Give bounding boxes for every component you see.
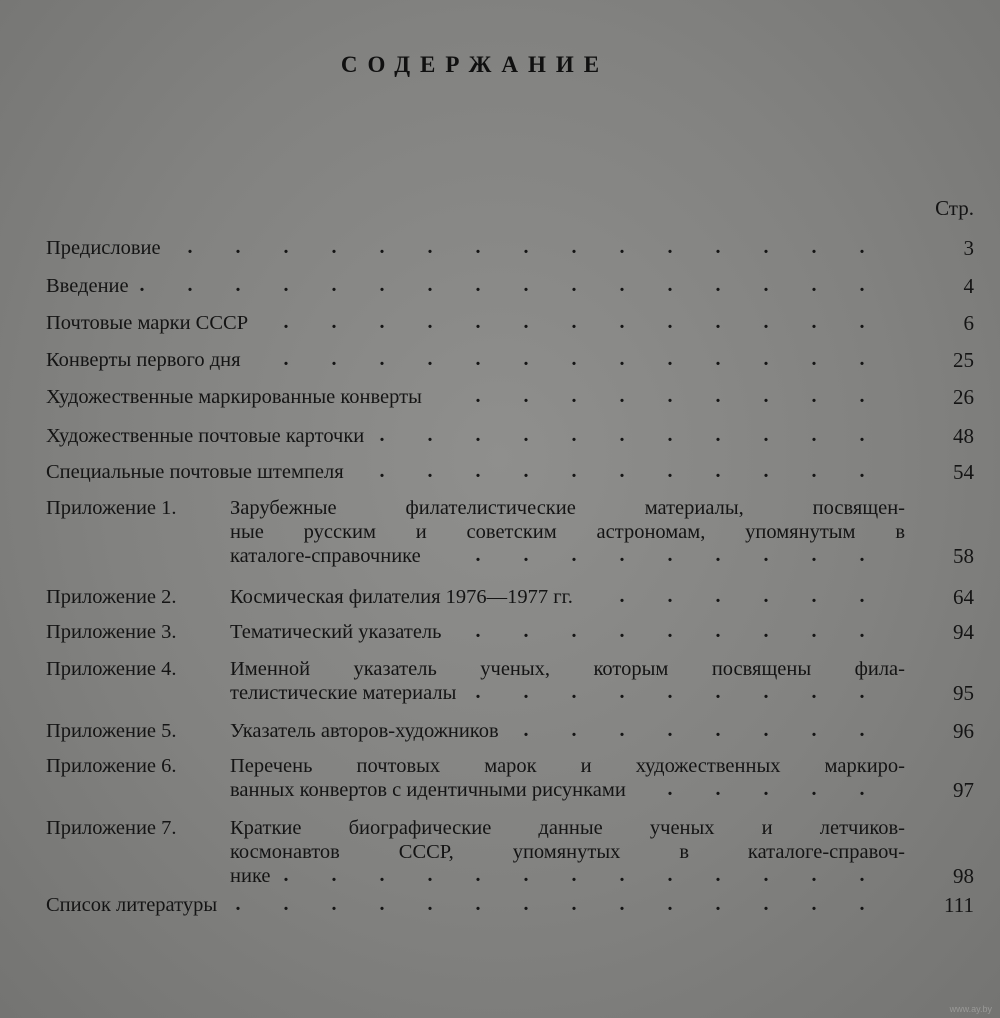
dot-leader: . . . . . . . . .: [475, 620, 865, 642]
dot-leader: . . . . . . . . . . .: [379, 424, 865, 446]
toc-page-number: 95: [953, 681, 974, 705]
dot-leader: . . . . . . . . . . . . .: [283, 864, 865, 886]
dot-leader: . . . . . . . . . . .: [379, 460, 865, 482]
toc-entry-text: Перечень почтовых марок и художественных маркиро-: [230, 755, 905, 777]
toc-entry-text: Космическая филателия 1976—1977 гг.: [230, 586, 573, 608]
toc-entry-text: ные русским и советским астрономам, упомянутым в: [230, 521, 905, 543]
toc-page-number: 6: [963, 311, 974, 335]
dot-leader: . . . . . . . . . . . . . . .: [187, 236, 865, 258]
dot-leader: . . . . . . . . . . . . .: [283, 348, 865, 370]
dot-leader: . . . . .: [667, 778, 865, 800]
watermark: www.ay.by: [949, 1004, 992, 1014]
dot-leader: . . . . . .: [619, 585, 865, 607]
toc-entry-text: Список литературы: [46, 894, 218, 916]
toc-entry-prefix: Приложение 1.: [46, 497, 177, 519]
toc-entry-text: нике: [230, 865, 271, 887]
toc-entry-text: каталоге-справочнике: [230, 545, 421, 567]
toc-entry-text: Художественные почтовые карточки: [46, 425, 365, 447]
toc-entry-text: Художественные маркированные конверты: [46, 386, 422, 408]
toc-entry-text: Специальные почтовые штемпеля: [46, 461, 344, 483]
toc-page-number: 26: [953, 385, 974, 409]
toc-entry-prefix: Приложение 7.: [46, 817, 177, 839]
toc-entry-prefix: Приложение 6.: [46, 755, 177, 777]
toc-page-number: 94: [953, 620, 974, 644]
dot-leader: . . . . . . . .: [523, 719, 865, 741]
toc-entry-prefix: Приложение 2.: [46, 586, 177, 608]
dot-leader: . . . . . . . . . . . . . . . .: [139, 274, 865, 296]
toc-entry-text: ванных конвертов с идентичными рисунками: [230, 779, 626, 801]
toc-entry-text: телистические материалы: [230, 682, 457, 704]
toc-page-number: 54: [953, 460, 974, 484]
toc-page-number: 4: [963, 274, 974, 298]
toc-entry-text: Краткие биографические данные ученых и летчиков-: [230, 817, 905, 839]
toc-entry-text: космонавтов СССР, упомянутых в каталоге-справоч-: [230, 841, 905, 863]
toc-page-number: 111: [944, 893, 974, 917]
dot-leader: . . . . . . . . .: [475, 385, 865, 407]
toc-entry-text: Указатель авторов-художников: [230, 720, 499, 742]
page-column-label: Стр.: [935, 196, 974, 220]
toc-page-number: 98: [953, 864, 974, 888]
toc-page-number: 64: [953, 585, 974, 609]
toc-page-number: 25: [953, 348, 974, 372]
toc-page-number: 3: [963, 236, 974, 260]
toc-page-number: 48: [953, 424, 974, 448]
toc-page-number: 97: [953, 778, 974, 802]
toc-entry-text: Именной указатель ученых, которым посвящены фила-: [230, 658, 905, 680]
toc-entry-text: Зарубежные филателистические материалы, посвящен-: [230, 497, 905, 519]
toc-entry-text: Введение: [46, 275, 129, 297]
toc-entry-prefix: Приложение 5.: [46, 720, 177, 742]
toc-page-number: 58: [953, 544, 974, 568]
dot-leader: . . . . . . . . . . . . .: [283, 311, 865, 333]
page-title: СОДЕРЖАНИЕ: [340, 52, 610, 77]
toc-entry-prefix: Приложение 3.: [46, 621, 177, 643]
toc-entry-prefix: Приложение 4.: [46, 658, 177, 680]
toc-page-number: 96: [953, 719, 974, 743]
toc-entry-text: Тематический указатель: [230, 621, 442, 643]
toc-entry-text: Почтовые марки СССР: [46, 312, 249, 334]
toc-entry-text: Предисловие: [46, 237, 161, 259]
toc-entry-text: Конверты первого дня: [46, 349, 241, 371]
dot-leader: . . . . . . . . . . . . . .: [235, 893, 865, 915]
dot-leader: . . . . . . . . .: [475, 544, 865, 566]
dot-leader: . . . . . . . . .: [475, 681, 865, 703]
